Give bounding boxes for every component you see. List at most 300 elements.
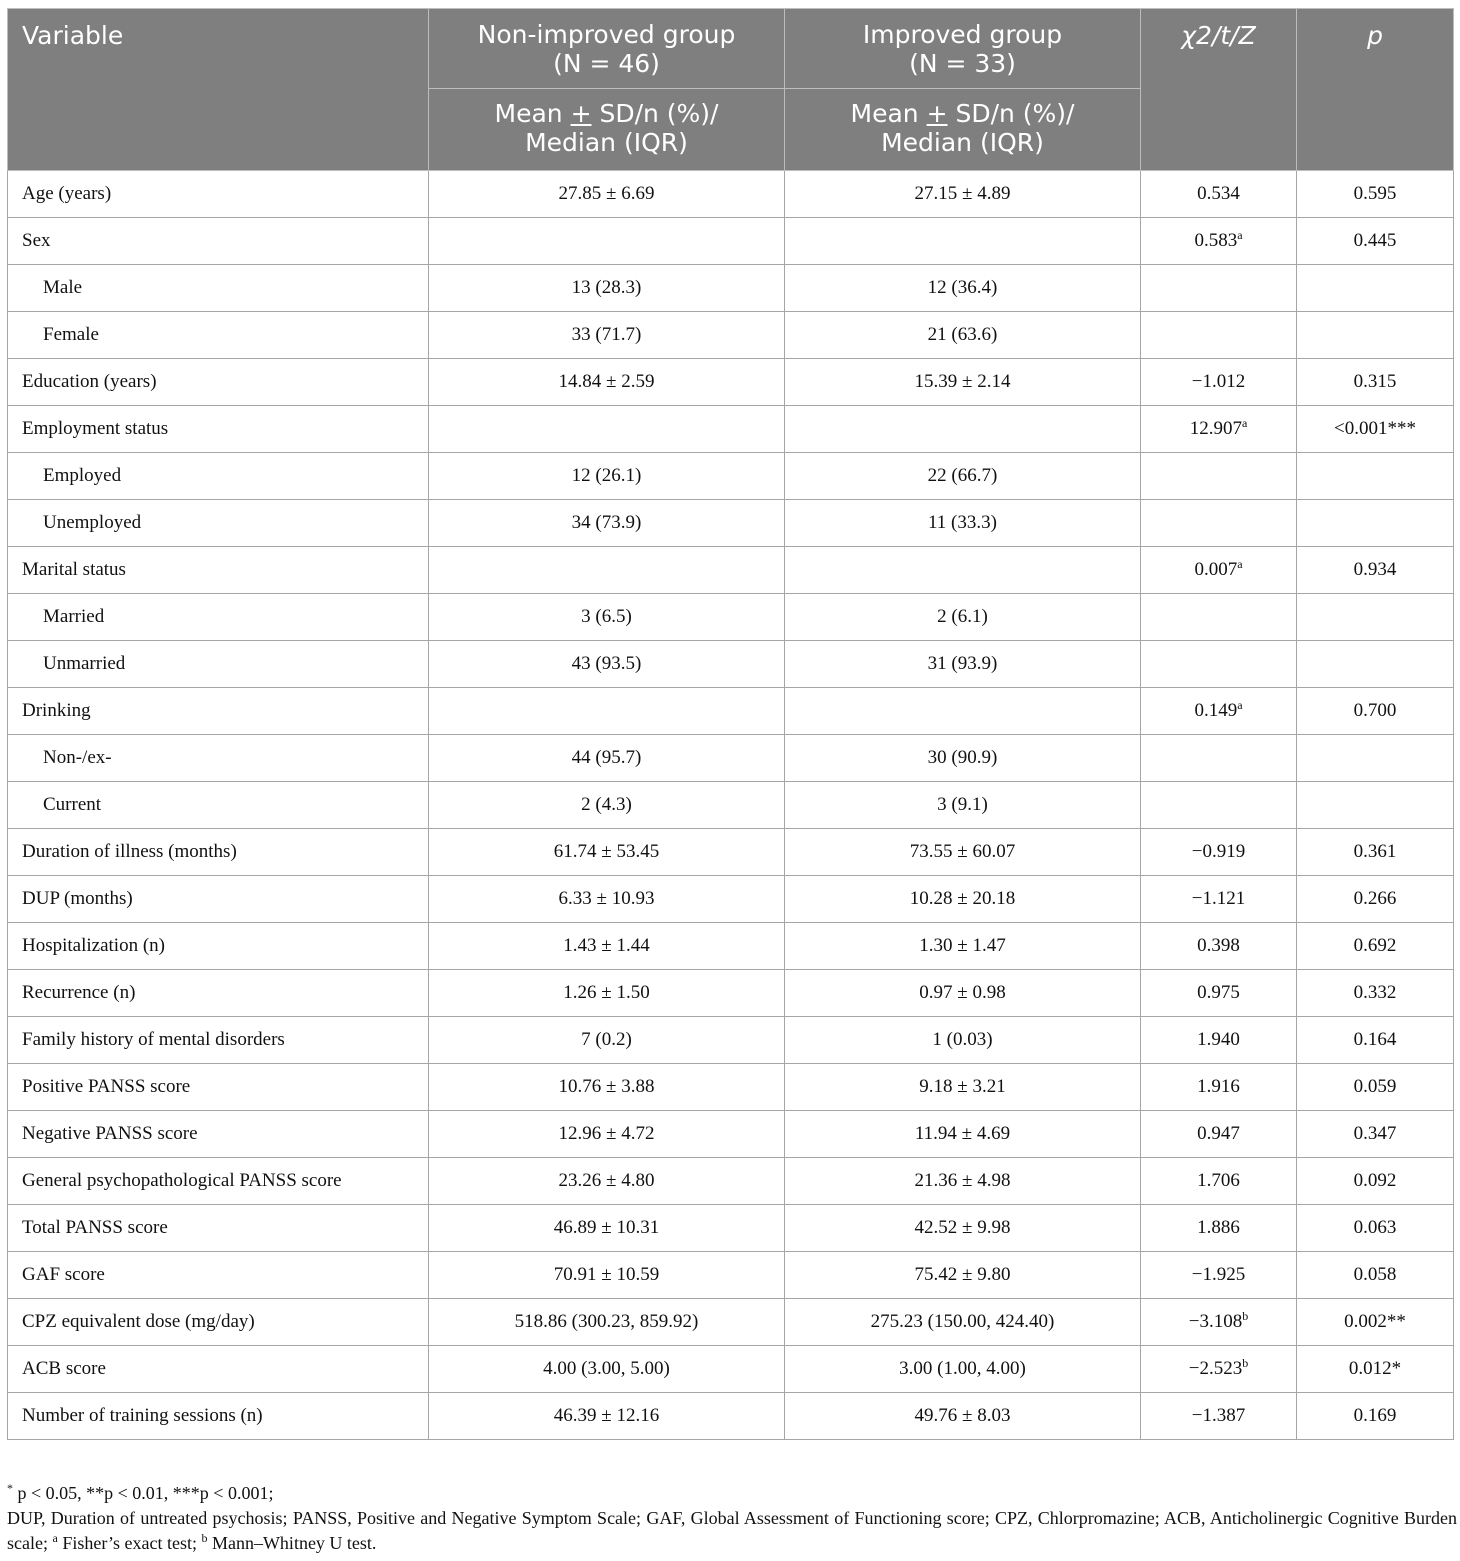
- row-label: [8, 782, 429, 829]
- row-label: [8, 218, 429, 265]
- cell-non-improved: [429, 688, 785, 735]
- cell-non-improved-text: 1.43 ± 1.44: [563, 935, 650, 956]
- cell-improved: [785, 1299, 1141, 1346]
- table-row: [8, 594, 1454, 641]
- cell-non-improved-text: 46.39 ± 12.16: [553, 1405, 660, 1426]
- table-row: [8, 406, 1454, 453]
- row-label-text: Family history of mental disorders: [22, 1029, 285, 1050]
- table-row: [8, 171, 1454, 218]
- cell-non-improved: [429, 547, 785, 594]
- cell-improved: [785, 688, 1141, 735]
- footnote-b-text: Mann–Whitney U test.: [207, 1533, 377, 1553]
- comparison-table: [7, 8, 1454, 1440]
- cell-non-improved-text: 1.26 ± 1.50: [563, 982, 650, 1003]
- row-label: [8, 1111, 429, 1158]
- row-label: [8, 359, 429, 406]
- row-label-text: ACB score: [22, 1358, 106, 1379]
- cell-statistic: [1141, 594, 1297, 641]
- row-label: [8, 1346, 429, 1393]
- table-row: [8, 547, 1454, 594]
- cell-improved: [785, 359, 1141, 406]
- cell-p-value: [1297, 1346, 1454, 1393]
- table-row: [8, 312, 1454, 359]
- cell-statistic: [1141, 1111, 1297, 1158]
- cell-non-improved: [429, 1346, 785, 1393]
- table-row: [8, 453, 1454, 500]
- cell-improved-text: 15.39 ± 2.14: [914, 371, 1011, 392]
- cell-improved-text: 30 (90.9): [927, 747, 998, 768]
- cell-non-improved-text: 34 (73.9): [571, 512, 642, 533]
- row-label: [8, 876, 429, 923]
- cell-p-value: [1297, 923, 1454, 970]
- cell-non-improved-text: 7 (0.2): [581, 1029, 632, 1050]
- table-row: [8, 265, 1454, 312]
- metric-pm: +: [570, 99, 592, 128]
- table-row: [8, 876, 1454, 923]
- cell-statistic-text: 0.583: [1194, 230, 1238, 251]
- table-row: [8, 923, 1454, 970]
- cell-non-improved-text: 46.89 ± 10.31: [553, 1217, 660, 1238]
- cell-statistic-text: 0.007: [1194, 559, 1238, 580]
- cell-statistic: [1141, 265, 1297, 312]
- row-label-text: Negative PANSS score: [22, 1123, 198, 1144]
- statistic-footnote-mark: a: [1237, 557, 1243, 571]
- cell-improved-text: 1.30 ± 1.47: [919, 935, 1006, 956]
- cell-p-value: [1297, 970, 1454, 1017]
- cell-improved-text: 275.23 (150.00, 424.40): [870, 1311, 1055, 1332]
- row-label-text: Employment status: [22, 418, 169, 439]
- row-label-text: Age (years): [22, 183, 112, 204]
- statistic-footnote-mark: a: [1237, 698, 1243, 712]
- cell-improved: [785, 876, 1141, 923]
- cell-statistic-text: −1.925: [1191, 1264, 1246, 1285]
- cell-improved: [785, 1111, 1141, 1158]
- header-non-improved-group: [429, 9, 785, 89]
- row-label-text: Male: [43, 277, 83, 298]
- cell-improved: [785, 1158, 1141, 1205]
- cell-non-improved: [429, 970, 785, 1017]
- row-label: [8, 453, 429, 500]
- cell-p-value-text: 0.934: [1353, 559, 1397, 580]
- row-label-text: CPZ equivalent dose (mg/day): [22, 1311, 255, 1332]
- header-improved-metric: [785, 89, 1141, 171]
- row-label: [8, 829, 429, 876]
- cell-non-improved-text: 2 (4.3): [581, 794, 632, 815]
- cell-p-value-text: 0.700: [1353, 700, 1397, 721]
- cell-p-value: [1297, 829, 1454, 876]
- cell-p-value-text: 0.361: [1353, 841, 1397, 862]
- row-label-text: DUP (months): [22, 888, 133, 909]
- cell-non-improved-text: 27.85 ± 6.69: [558, 183, 655, 204]
- table-row: [8, 1299, 1454, 1346]
- cell-p-value: [1297, 406, 1454, 453]
- cell-p-value-text: 0.059: [1353, 1076, 1397, 1097]
- header-improved-group: [785, 9, 1141, 89]
- cell-statistic-text: 0.534: [1197, 183, 1240, 204]
- cell-statistic: [1141, 453, 1297, 500]
- cell-non-improved: [429, 218, 785, 265]
- row-label: [8, 594, 429, 641]
- cell-non-improved: [429, 641, 785, 688]
- footnote-a-text: Fisher’s exact test;: [57, 1533, 202, 1553]
- row-label-text: Non-/ex-: [43, 747, 112, 768]
- cell-statistic-text: 1.916: [1197, 1076, 1240, 1097]
- cell-improved-text: 11 (33.3): [928, 512, 997, 533]
- row-label: [8, 735, 429, 782]
- header-improved-n: (N = 33): [909, 49, 1016, 78]
- cell-statistic-text: −1.387: [1191, 1405, 1246, 1426]
- row-label: [8, 641, 429, 688]
- cell-statistic: [1141, 171, 1297, 218]
- cell-statistic: [1141, 970, 1297, 1017]
- statistic-footnote-mark: b: [1242, 1356, 1249, 1370]
- header-improved-title: Improved group: [862, 20, 1063, 49]
- cell-p-value: [1297, 1393, 1454, 1440]
- row-label: [8, 171, 429, 218]
- row-label: [8, 1252, 429, 1299]
- statistic-footnote-mark: a: [1237, 228, 1243, 242]
- cell-improved: [785, 829, 1141, 876]
- cell-p-value-text: <0.001***: [1334, 418, 1416, 439]
- cell-non-improved: [429, 782, 785, 829]
- cell-improved: [785, 1252, 1141, 1299]
- cell-non-improved: [429, 1064, 785, 1111]
- metric-mean: Mean: [494, 99, 571, 128]
- cell-non-improved-text: 14.84 ± 2.59: [558, 371, 655, 392]
- cell-p-value: [1297, 735, 1454, 782]
- header-p-value: p: [1297, 9, 1454, 171]
- row-label: [8, 265, 429, 312]
- metric-sd: SD/n (%)/: [591, 99, 719, 128]
- table-row: [8, 970, 1454, 1017]
- table-row: [8, 359, 1454, 406]
- cell-p-value: [1297, 1299, 1454, 1346]
- cell-improved: [785, 594, 1141, 641]
- cell-p-value: [1297, 171, 1454, 218]
- cell-p-value-text: 0.595: [1353, 183, 1397, 204]
- cell-improved-text: 22 (66.7): [927, 465, 998, 486]
- cell-improved: [785, 312, 1141, 359]
- sig-star: *: [7, 1481, 13, 1495]
- row-label: [8, 500, 429, 547]
- cell-statistic: [1141, 1346, 1297, 1393]
- metric-pm: +: [926, 99, 948, 128]
- cell-p-value: [1297, 218, 1454, 265]
- cell-non-improved-text: 70.91 ± 10.59: [553, 1264, 660, 1285]
- row-label-text: Marital status: [22, 559, 126, 580]
- row-label-text: Unemployed: [43, 512, 142, 533]
- statistic-footnote-mark: b: [1242, 1309, 1249, 1323]
- cell-p-value-text: 0.002**: [1344, 1311, 1406, 1332]
- cell-p-value: [1297, 312, 1454, 359]
- table-row: [8, 735, 1454, 782]
- cell-statistic: [1141, 641, 1297, 688]
- row-label-text: Duration of illness (months): [22, 841, 237, 862]
- cell-statistic: [1141, 1064, 1297, 1111]
- row-label: [8, 1064, 429, 1111]
- cell-improved: [785, 923, 1141, 970]
- cell-statistic: [1141, 735, 1297, 782]
- metric-line-2: Median (IQR): [881, 128, 1044, 157]
- row-label-text: Unmarried: [43, 653, 126, 674]
- table-row: [8, 641, 1454, 688]
- row-label-text: Total PANSS score: [22, 1217, 168, 1238]
- cell-statistic-text: −2.523: [1188, 1358, 1243, 1379]
- cell-non-improved: [429, 876, 785, 923]
- row-label-text: Number of training sessions (n): [22, 1405, 263, 1426]
- cell-p-value-text: 0.347: [1353, 1123, 1397, 1144]
- row-label: [8, 688, 429, 735]
- cell-improved: [785, 171, 1141, 218]
- cell-statistic-text: 1.886: [1197, 1217, 1240, 1238]
- row-label: [8, 970, 429, 1017]
- cell-statistic: [1141, 1299, 1297, 1346]
- cell-non-improved: [429, 1017, 785, 1064]
- table-row: [8, 1158, 1454, 1205]
- cell-improved-text: 21.36 ± 4.98: [914, 1170, 1011, 1191]
- row-label-text: Recurrence (n): [22, 982, 136, 1003]
- cell-p-value-text: 0.169: [1353, 1405, 1397, 1426]
- cell-p-value-text: 0.445: [1353, 230, 1397, 251]
- cell-statistic: [1141, 547, 1297, 594]
- cell-non-improved: [429, 1205, 785, 1252]
- cell-p-value-text: 0.164: [1353, 1029, 1397, 1050]
- cell-statistic-text: 0.398: [1197, 935, 1240, 956]
- cell-p-value-text: 0.092: [1353, 1170, 1397, 1191]
- statistic-footnote-mark: a: [1241, 416, 1248, 430]
- cell-p-value-text: 0.692: [1353, 935, 1397, 956]
- row-label-text: Hospitalization (n): [22, 935, 165, 956]
- table-footnotes: [7, 1481, 1457, 1556]
- table-body: [8, 171, 1454, 1440]
- cell-non-improved-text: 44 (95.7): [571, 747, 642, 768]
- cell-statistic: [1141, 359, 1297, 406]
- cell-p-value: [1297, 876, 1454, 923]
- cell-non-improved-text: 43 (93.5): [571, 653, 642, 674]
- row-label-text: Positive PANSS score: [22, 1076, 191, 1097]
- cell-improved: [785, 1205, 1141, 1252]
- cell-improved-text: 11.94 ± 4.69: [914, 1123, 1011, 1144]
- footnote-a-mark: a: [52, 1531, 58, 1545]
- row-label: [8, 1158, 429, 1205]
- cell-statistic-text: 12.907: [1189, 418, 1242, 439]
- header-non-improved-title: Non-improved group: [477, 20, 736, 49]
- cell-statistic: [1141, 406, 1297, 453]
- table-row: [8, 1346, 1454, 1393]
- cell-p-value: [1297, 1064, 1454, 1111]
- cell-improved: [785, 1017, 1141, 1064]
- metric-mean: Mean: [850, 99, 927, 128]
- cell-p-value: [1297, 688, 1454, 735]
- cell-statistic: [1141, 923, 1297, 970]
- sig-text: p < 0.05, **p < 0.01, ***p < 0.001;: [13, 1483, 274, 1503]
- cell-improved-text: 12 (36.4): [927, 277, 998, 298]
- cell-non-improved: [429, 1158, 785, 1205]
- cell-non-improved: [429, 1299, 785, 1346]
- header-test-statistic: χ2/t/Z: [1141, 9, 1297, 171]
- cell-non-improved: [429, 594, 785, 641]
- cell-non-improved-text: 10.76 ± 3.88: [558, 1076, 655, 1097]
- cell-p-value-text: 0.266: [1353, 888, 1397, 909]
- row-label: [8, 1205, 429, 1252]
- cell-p-value-text: 0.063: [1353, 1217, 1397, 1238]
- cell-non-improved: [429, 1111, 785, 1158]
- cell-improved-text: 9.18 ± 3.21: [919, 1076, 1006, 1097]
- cell-improved: [785, 1064, 1141, 1111]
- cell-statistic: [1141, 500, 1297, 547]
- header-non-improved-metric: [429, 89, 785, 171]
- cell-non-improved: [429, 406, 785, 453]
- cell-p-value-text: 0.058: [1353, 1264, 1397, 1285]
- row-label: [8, 406, 429, 453]
- cell-statistic-text: 0.149: [1194, 700, 1238, 721]
- cell-p-value: [1297, 265, 1454, 312]
- cell-statistic-text: −1.121: [1191, 888, 1246, 909]
- cell-statistic: [1141, 1205, 1297, 1252]
- cell-p-value: [1297, 500, 1454, 547]
- cell-non-improved-text: 3 (6.5): [581, 606, 632, 627]
- cell-statistic: [1141, 782, 1297, 829]
- cell-statistic: [1141, 829, 1297, 876]
- row-label-text: Married: [43, 606, 105, 627]
- table-row: [8, 782, 1454, 829]
- cell-non-improved-text: 33 (71.7): [571, 324, 642, 345]
- row-label: [8, 312, 429, 359]
- cell-non-improved: [429, 453, 785, 500]
- cell-improved: [785, 500, 1141, 547]
- cell-p-value: [1297, 547, 1454, 594]
- cell-p-value: [1297, 453, 1454, 500]
- table-row: [8, 1111, 1454, 1158]
- cell-improved-text: 2 (6.1): [937, 606, 988, 627]
- metric-line-2: Median (IQR): [525, 128, 688, 157]
- cell-non-improved-text: 12 (26.1): [571, 465, 642, 486]
- cell-improved: [785, 641, 1141, 688]
- row-label-text: Drinking: [22, 700, 91, 721]
- cell-non-improved: [429, 1393, 785, 1440]
- table-row: [8, 1064, 1454, 1111]
- cell-non-improved: [429, 1252, 785, 1299]
- cell-statistic: [1141, 688, 1297, 735]
- cell-p-value-text: 0.012*: [1348, 1358, 1402, 1379]
- header-variable: Variable: [8, 9, 429, 171]
- metric-sd: SD/n (%)/: [947, 99, 1075, 128]
- row-label-text: Sex: [22, 230, 51, 251]
- abbreviation-footnote: [7, 1506, 1457, 1556]
- cell-non-improved: [429, 735, 785, 782]
- table-row: [8, 218, 1454, 265]
- cell-improved: [785, 735, 1141, 782]
- metric-line-1: [793, 99, 1132, 128]
- cell-improved: [785, 406, 1141, 453]
- cell-statistic: [1141, 1252, 1297, 1299]
- cell-statistic-text: −1.012: [1191, 371, 1246, 392]
- row-label-text: Education (years): [22, 371, 157, 392]
- table-row: [8, 1017, 1454, 1064]
- cell-improved-text: 10.28 ± 20.18: [909, 888, 1016, 909]
- results-table-container: [7, 8, 1453, 1440]
- cell-non-improved-text: 4.00 (3.00, 5.00): [543, 1358, 670, 1379]
- row-label: [8, 547, 429, 594]
- cell-non-improved: [429, 500, 785, 547]
- cell-p-value-text: 0.332: [1353, 982, 1397, 1003]
- cell-p-value: [1297, 1158, 1454, 1205]
- row-label-text: General psychopathological PANSS score: [22, 1170, 342, 1191]
- cell-non-improved-text: 23.26 ± 4.80: [558, 1170, 655, 1191]
- table-row: [8, 688, 1454, 735]
- table-row: [8, 1252, 1454, 1299]
- cell-improved: [785, 547, 1141, 594]
- cell-improved-text: 27.15 ± 4.89: [914, 183, 1011, 204]
- cell-improved-text: 42.52 ± 9.98: [914, 1217, 1011, 1238]
- table-row: [8, 500, 1454, 547]
- row-label: [8, 1299, 429, 1346]
- cell-p-value-text: 0.315: [1353, 371, 1397, 392]
- cell-p-value: [1297, 1111, 1454, 1158]
- row-label: [8, 1393, 429, 1440]
- cell-non-improved: [429, 359, 785, 406]
- row-label: [8, 923, 429, 970]
- table-header: [8, 9, 1454, 171]
- cell-improved-text: 75.42 ± 9.80: [914, 1264, 1011, 1285]
- header-non-improved-n: (N = 46): [553, 49, 660, 78]
- cell-non-improved-text: 12.96 ± 4.72: [558, 1123, 655, 1144]
- row-label-text: GAF score: [22, 1264, 105, 1285]
- cell-statistic: [1141, 1158, 1297, 1205]
- cell-non-improved: [429, 312, 785, 359]
- cell-non-improved-text: 6.33 ± 10.93: [558, 888, 655, 909]
- cell-non-improved-text: 61.74 ± 53.45: [553, 841, 660, 862]
- abbrev-text: DUP, Duration of untreated psychosis; PANSS, Positive and Negative Symptom Scale; GAF, Global Assessment of Functioning score; CPZ, Chlorpromazine; ACB, Anticholinergic Cognitive Burden scale;: [7, 1508, 1457, 1553]
- cell-improved-text: 49.76 ± 8.03: [914, 1405, 1011, 1426]
- cell-improved: [785, 218, 1141, 265]
- row-label-text: Employed: [43, 465, 122, 486]
- cell-statistic-text: −0.919: [1191, 841, 1246, 862]
- cell-statistic-text: 1.706: [1197, 1170, 1240, 1191]
- cell-improved-text: 73.55 ± 60.07: [909, 841, 1016, 862]
- cell-improved-text: 3.00 (1.00, 4.00): [899, 1358, 1026, 1379]
- cell-p-value: [1297, 782, 1454, 829]
- row-label-text: Current: [43, 794, 102, 815]
- table-row: [8, 1393, 1454, 1440]
- cell-improved: [785, 782, 1141, 829]
- cell-p-value: [1297, 594, 1454, 641]
- cell-statistic-text: 0.947: [1197, 1123, 1240, 1144]
- cell-statistic: [1141, 876, 1297, 923]
- cell-p-value: [1297, 359, 1454, 406]
- cell-improved: [785, 453, 1141, 500]
- cell-statistic: [1141, 1393, 1297, 1440]
- cell-statistic-text: 1.940: [1197, 1029, 1240, 1050]
- cell-improved-text: 31 (93.9): [927, 653, 998, 674]
- cell-p-value: [1297, 641, 1454, 688]
- cell-non-improved: [429, 923, 785, 970]
- cell-improved: [785, 970, 1141, 1017]
- cell-statistic: [1141, 218, 1297, 265]
- cell-statistic-text: 0.975: [1197, 982, 1240, 1003]
- cell-non-improved-text: 518.86 (300.23, 859.92): [514, 1311, 699, 1332]
- cell-improved-text: 1 (0.03): [932, 1029, 993, 1050]
- cell-improved-text: 3 (9.1): [937, 794, 988, 815]
- cell-non-improved: [429, 171, 785, 218]
- cell-non-improved: [429, 265, 785, 312]
- table-row: [8, 1205, 1454, 1252]
- cell-p-value: [1297, 1017, 1454, 1064]
- cell-statistic: [1141, 312, 1297, 359]
- cell-improved-text: 21 (63.6): [927, 324, 998, 345]
- row-label: [8, 1017, 429, 1064]
- cell-p-value: [1297, 1252, 1454, 1299]
